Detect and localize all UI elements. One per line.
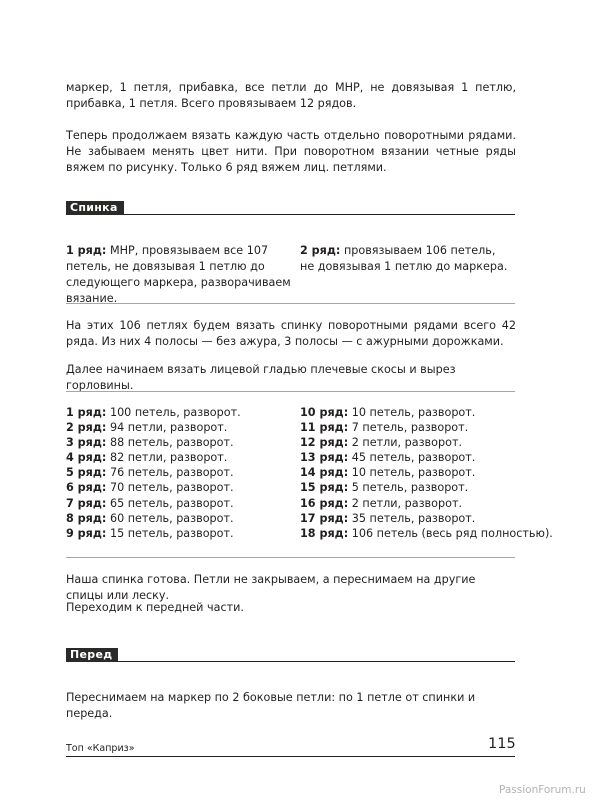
section-header-pered <box>66 647 515 662</box>
row-label: 1 ряд: <box>66 244 107 257</box>
list-item: 7 ряд: 65 петель, разворот. <box>66 496 234 510</box>
section-header-spinka <box>66 200 515 215</box>
divider <box>66 303 515 304</box>
footer-rule <box>66 756 515 757</box>
list-item: 10 ряд: 10 петель, разворот. <box>300 406 476 419</box>
footer-title: Топ «Каприз» <box>66 743 135 754</box>
list-item: 14 ряд: 10 петель, разворот. <box>300 466 476 480</box>
divider <box>66 557 515 558</box>
spinka-paragraph-1: На этих 106 петлях будем вязать спинку поворотными рядами всего 42 ряда. Из них 4 полосы — без ажура, 3 полосы — с ажурными дорожками. <box>66 319 516 348</box>
page-number: 115 <box>488 736 516 752</box>
rows-list-right <box>300 405 553 541</box>
intro-paragraph-1: маркер, 1 петля, прибавка, все петли до МНР, не довязывая 1 петлю, прибавка, 1 петля. Всего провязываем 12 рядов. <box>66 81 516 110</box>
row-text: МНР, провязываем все 107 петель, не довязывая 1 петлю до следующего маркера, разворачиваем вязание. <box>66 244 291 305</box>
list-item: 3 ряд: 88 петель, разворот. <box>66 436 234 450</box>
pered-paragraph-1: Переснимаем на маркер по 2 боковые петли: по 1 петле от спинки и переда. <box>66 691 476 720</box>
list-item: 11 ряд: 7 петель, разворот. <box>300 421 469 435</box>
section-title: Спинка <box>66 201 124 215</box>
list-item: 9 ряд: 15 петель, разворот. <box>66 526 234 540</box>
list-item: 2 ряд: 94 петли, разворот. <box>66 421 228 435</box>
row-2-instruction <box>300 243 510 275</box>
list-item: 17 ряд: 35 петель, разворот. <box>300 511 476 525</box>
list-item: 15 ряд: 5 петель, разворот. <box>300 481 469 495</box>
spinka-paragraph-4: Переходим к передней части. <box>66 601 244 614</box>
list-item: 6 ряд: 70 петель, разворот. <box>66 481 234 495</box>
list-item: 1 ряд: 100 петель, разворот. <box>66 406 241 419</box>
spinka-paragraph-3: Наша спинка готова. Петли не закрываем, а переснимаем на другие спицы или леску. <box>66 573 476 602</box>
list-item: 5 ряд: 76 петель, разворот. <box>66 466 234 480</box>
spinka-paragraph-2: Далее начинаем вязать лицевой гладью плечевые скосы и вырез горловины. <box>66 363 456 392</box>
list-item: 8 ряд: 60 петель, разворот. <box>66 511 234 525</box>
row-label: 2 ряд: <box>300 244 341 257</box>
row-1-instruction <box>66 243 291 307</box>
list-item: 12 ряд: 2 петли, разворот. <box>300 436 463 450</box>
row-text: провязываем 106 петель, не довязывая 1 петлю до маркера. <box>300 244 508 273</box>
list-item: 4 ряд: 82 петли, разворот. <box>66 451 228 465</box>
section-title: Перед <box>66 648 118 662</box>
intro-paragraph-2: Теперь продолжаем вязать каждую часть отдельно поворотными рядами. Не забываем менять цвет нити. При поворотном вязании четные ряды вяжем по рисунку. Только 6 ряд вяжем лиц. петлями. <box>66 129 516 174</box>
list-item: 18 ряд: 106 петель (весь ряд полностью). <box>300 526 553 540</box>
list-item: 13 ряд: 45 петель, разворот. <box>300 451 476 465</box>
rows-list-left <box>66 405 241 541</box>
list-item: 16 ряд: 2 петли, разворот. <box>300 496 463 510</box>
watermark: PassionForum.ru <box>499 784 586 796</box>
divider <box>66 391 515 392</box>
